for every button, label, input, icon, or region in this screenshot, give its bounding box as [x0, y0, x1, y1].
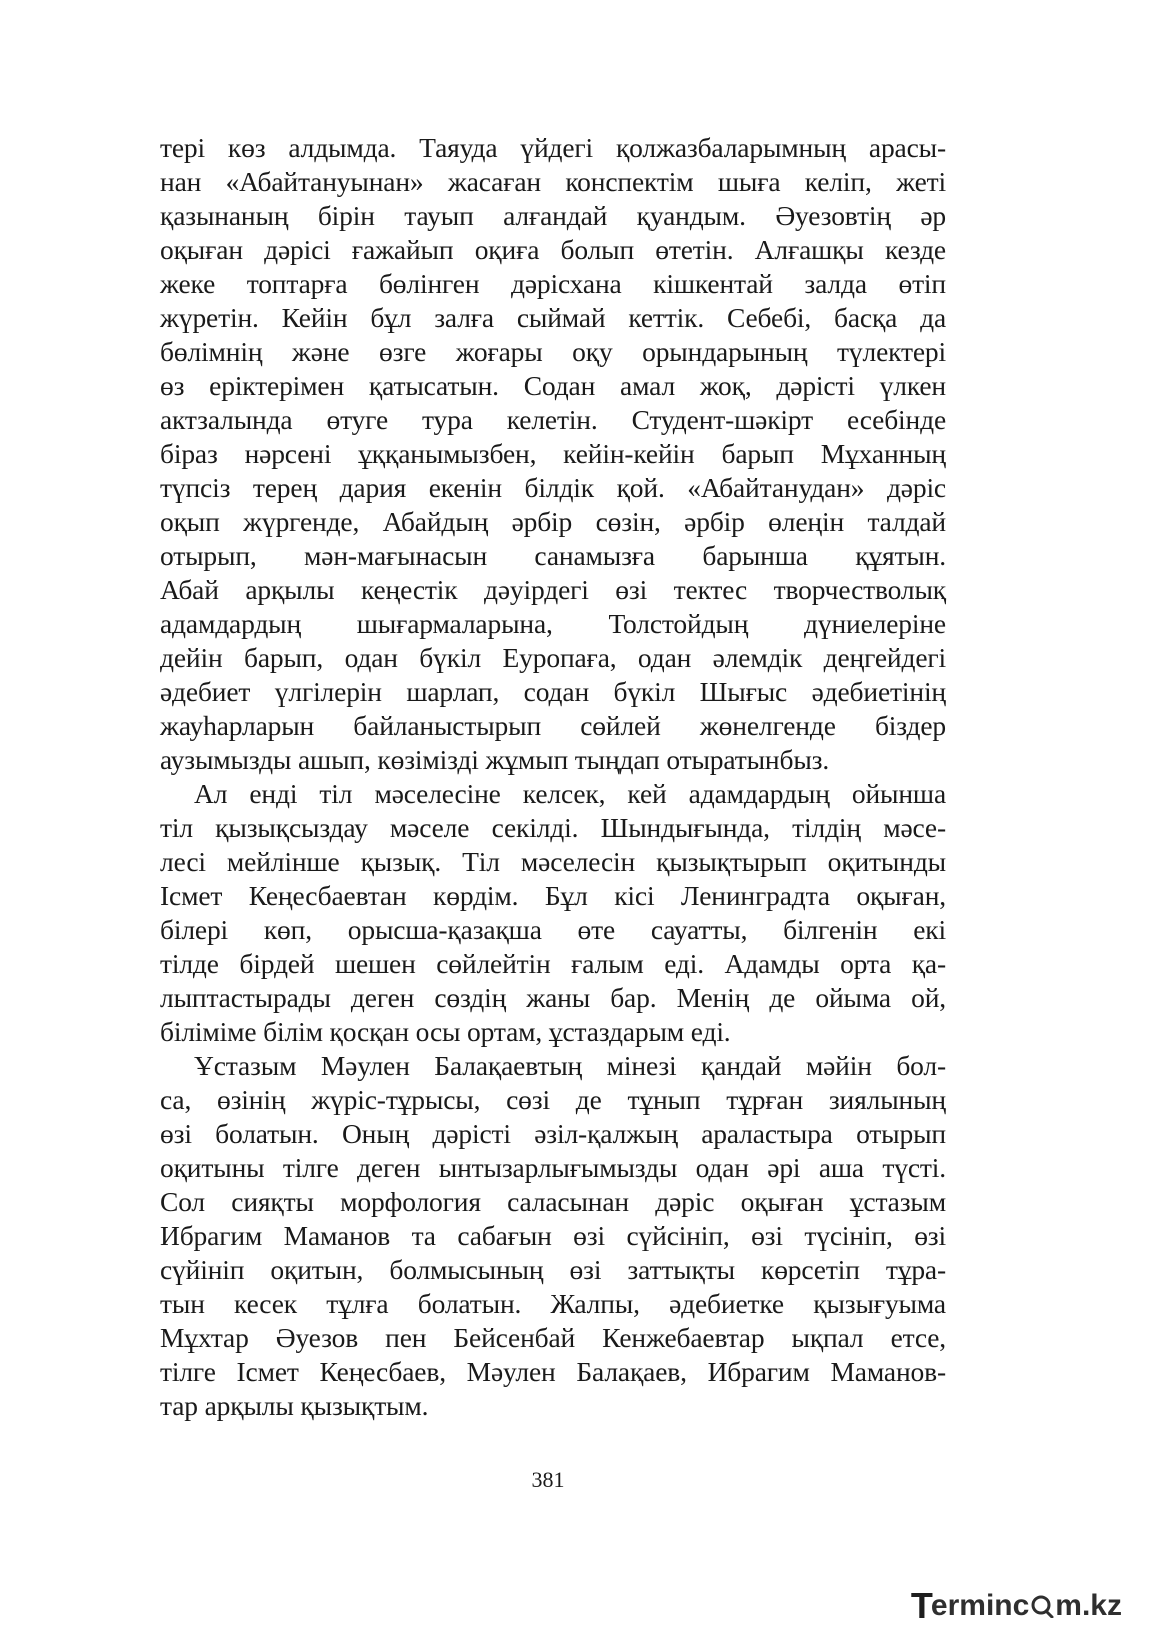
page-number: 381 [531, 1467, 565, 1492]
text-line: біраз нәрсені ұққанымызбен, кейін-кейін барып Мұханның [160, 438, 946, 469]
watermark-text-2: c [1012, 1589, 1030, 1622]
text-line: тіл қызықсыздау мәселе секілді. Шындығында, тілдің мәсе- [160, 812, 946, 843]
text-line: әдебиет үлгілерін шарлап, содан бүкіл Шығыс әдебиетінің [160, 676, 946, 707]
body-text [160, 131, 946, 1423]
termincom-watermark [911, 1586, 1122, 1626]
text-line: лыптастырады деген сөздің жаны бар. Менің де ойыма ой, [160, 982, 946, 1013]
text-line: біліміме білім қосқан осы ортам, ұстаздарым еді. [160, 1016, 731, 1047]
text-line: тілде бірдей шешен сөйлейтін ғалым еді. Адамды орта қа- [160, 948, 946, 979]
text-line: са, өзінің жүріс-тұрысы, сөзі де тұнып тұрған зиялының [160, 1084, 946, 1115]
watermark-text-3: m.kz [1055, 1589, 1122, 1622]
text-line: Ал енді тіл мәселесіне келсек, кей адамдардың ойынша [194, 778, 946, 809]
text-line: жеке топтарға бөлінген дәрісхана кішкентай залда өтіп [160, 268, 946, 299]
text-line: лесі мейлінше қызық. Тіл мәселесін қызықтырып оқитынды [160, 846, 946, 877]
text-line: бөлімнің және өзге жоғары оқу орындарының түлектері [160, 336, 946, 367]
text-line: оқыған дәрісі ғажайып оқиға болып өтетін. Алғашқы кезде [160, 234, 946, 265]
text-line: тілге Ісмет Кеңесбаев, Мәулен Балақаев, Ибрагим Маманов- [160, 1356, 946, 1387]
text-line: тері көз алдымда. Таяуда үйдегі қолжазбаларымның арасы- [160, 132, 946, 163]
text-line: нан «Абайтануынан» жасаған конспектім шыға келіп, жеті [160, 166, 946, 197]
text-line: аузымызды ашып, көзімізді жұмып тыңдап отыратынбыз. [160, 744, 830, 775]
magnifier-icon [1030, 1594, 1054, 1618]
paragraph [160, 131, 946, 777]
text-line: оқып жүргенде, Абайдың әрбір сөзін, әрбір өлеңін талдай [160, 506, 946, 537]
watermark-text-1: ermin [930, 1589, 1013, 1622]
text-line: актзалында өтуге тура келетін. Студент-шәкірт есебінде [160, 404, 946, 435]
text-line: Ибрагим Маманов та сабағын өзі сүйсініп, өзі түсініп, өзі [160, 1220, 946, 1251]
text-line: қазынаның бірін тауып алғандай қуандым. Әуезовтің әр [160, 200, 946, 231]
text-line: дейін барып, одан бүкіл Еуропаға, одан әлемдік деңгейдегі [160, 642, 946, 673]
text-line: білері көп, орысша-қазақша өте сауатты, білгенін екі [160, 914, 946, 945]
text-line: Сол сияқты морфология саласынан дәріс оқыған ұстазым [160, 1186, 946, 1217]
text-line: адамдардың шығармаларына, Толстойдың дүниелеріне [160, 608, 946, 639]
text-line: оқитыны тілге деген ынтызарлығымызды одан әрі аша түсті. [160, 1152, 946, 1183]
text-line: тар арқылы қызықтым. [160, 1390, 429, 1421]
text-line: Ісмет Кеңесбаевтан көрдім. Бұл кісі Ленинградта оқыған, [160, 880, 946, 911]
text-line: Мұхтар Әуезов пен Бейсенбай Кенжебаевтар ықпал етсе, [160, 1322, 946, 1353]
text-line: түпсіз терең дария екенін білдік қой. «Абайтанудан» дәріс [160, 472, 946, 503]
text-line: Ұстазым Мәулен Балақаевтың мінезі қандай мәйін бол- [194, 1050, 946, 1081]
text-line: Абай арқылы кеңестік дәуірдегі өзі тектес творчестволық [160, 574, 946, 605]
text-line: сүйініп оқитын, болмысының өзі заттықты көрсетіп тұра- [160, 1254, 946, 1285]
text-line: отырып, мән-мағынасын санамызға барынша құятын. [160, 540, 946, 571]
watermark-t-letter: T [910, 1585, 933, 1626]
paragraph [160, 1049, 946, 1423]
text-line: өз еріктерімен қатысатын. Содан амал жоқ, дәрісті үлкен [160, 370, 946, 401]
paragraph [160, 777, 946, 1049]
text-line: тын кесек тұлға болатын. Жалпы, әдебиетке қызығуыма [160, 1288, 946, 1319]
text-line: жауһарларын байланыстырып сөйлей жөнелгенде біздер [160, 710, 946, 741]
text-line: жүретін. Кейін бұл залға сыймай кеттік. Себебі, басқа да [160, 302, 946, 333]
text-line: өзі болатын. Оның дәрісті әзіл-қалжың араластыра отырып [160, 1118, 946, 1149]
